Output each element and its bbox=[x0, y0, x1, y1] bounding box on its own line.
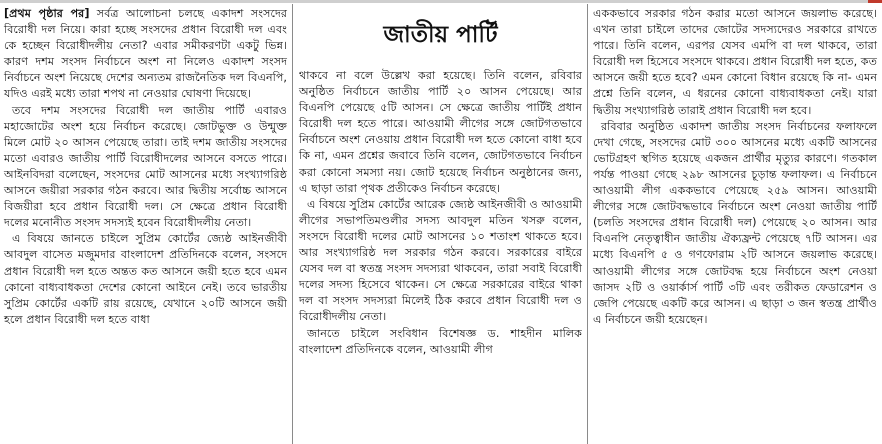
paragraph: এ বিষয়ে জানতে চাইলে সুপ্রিম কোর্টের জ্যেষ্ঠ আইনজীবী আবদুল বাসেত মজুমদার বাংলাদেশ প্রতিদিনকে বলেন, সংসদে প্রধান বিরোধী দল হতে অন্তত কত আসনে জয়ী হতে হবে এমন কোনো বাধ্যবাধকতা দেশের কোনো আইনে নেই। তবে ভারতীয় সুপ্রিম কোর্টের একটি রায় রয়েছে, যেখানে ২০টি আসনে জয়ী হলে প্রধান বিরোধী দল হতে বাধা bbox=[4, 232, 287, 326]
paragraph: তবে দশম সংসদের বিরোধী দল জাতীয় পার্টি এবারও মহাজোটের অংশ হয়ে নির্বাচন করেছে। জোটভুক্ত ও উন্মুক্ত মিলে মোট ২০ আসন পেয়েছে তারা। তাই দশম জাতীয় সংসদের মতো এবারও জাতীয় পার্টি বিরোধীদলের আসনে বসতে পারে। আইনবিদরা বলেছেন, সংসদের মোট আসনের মধ্যে সংখ্যাগরিষ্ঠ আসনে জয়ীরা সরকার গঠন করবে। আর দ্বিতীয় সর্বোচ্চ আসনে বিজয়ীরা হবে প্রধান বিরোধী দল। সে ক্ষেত্রে প্রধান বিরোধী দলের মনোনীত সংসদ সদস্যই হবেন বিরোধীদলীয় নেতা। bbox=[4, 103, 287, 230]
headline: জাতীয় পার্টি bbox=[383, 22, 498, 48]
page-top-rule bbox=[0, 0, 882, 3]
column-divider bbox=[292, 4, 293, 444]
column-divider bbox=[587, 4, 588, 444]
paragraph-text: সর্বত্র আলোচনা চলছে একাদশ সংসদের বিরোধী দল নিয়ে। কারা হচ্ছে সংসদের প্রধান বিরোধী দল এবং কে হচ্ছেন বিরোধীদলীয় নেতা? এবার সমীকরণটা একটু ভিন্ন। কারণ দশম সংসদ নির্বাচনে অংশ না নিলেও একাদশ সংসদ নির্বাচনে অংশ নিয়েছে দেশের অন্যতম রাজনৈতিক দল বিএনপি, যদিও এরই মধ্যে তারা শপথ না নেওয়ার ঘোষণা দিয়েছে। bbox=[4, 7, 287, 101]
article-column-3 bbox=[593, 6, 877, 328]
paragraph: থাকবে না বলে উল্লেখ করা হয়েছে। তিনি বলেন, রবিবার অনুষ্ঠিত নির্বাচনে জাতীয় পার্টি ২০ আসন পেয়েছে। আর বিএনপি পেয়েছে ৫টি আসন। সে ক্ষেত্রে জাতীয় পার্টিই প্রধান বিরোধী দল হতে পারে। আওয়ামী লীগের সঙ্গে জোটগতভাবে নির্বাচনে অংশ নেওয়ায় প্রধান বিরোধী দল হতে কোনো বাধা হবে কি না, এমন প্রশ্নের জবাবে তিনি বলেন, জোটগতভাবে নির্বাচন করা কোনো সমস্যা নয়। জোট হয়েছে নির্বাচন অনুষ্ঠানের জন্য, এ ছাড়া তারা পৃথক প্রতীকেও নির্বাচন করেছে। bbox=[299, 69, 582, 195]
paragraph: রবিবার অনুষ্ঠিত একাদশ জাতীয় সংসদ নির্বাচনের ফলাফলে দেখা গেছে, সংসদের মোট ৩০০ আসনের মধ্যে একটি আসনের ভোটগ্রহণ স্থগিত হয়েছে একজন প্রার্থীর মৃত্যুর কারণে। গতকাল পর্যন্ত পাওয়া গেছে ২৯৮ আসনের চূড়ান্ত ফলাফল। এ নির্বাচনে আওয়ামী লীগ এককভাবে পেয়েছে ২৫৯ আসন। আওয়ামী লীগের সঙ্গে জোটবদ্ধভাবে নির্বাচনে অংশ নেওয়া জাতীয় পার্টি (চলতি সংসদের প্রধান বিরোধী দল) পেয়েছে ২০ আসন। আর বিএনপি নেতৃত্বাধীন জাতীয় ঐক্যফ্রন্ট পেয়েছে ৭টি আসন। এর মধ্যে বিএনপি ৫ ও গণফোরাম ২টি আসনে জয়লাভ করেছে। আওয়ামী লীগের সঙ্গে জোটবদ্ধ হয়ে নির্বাচনে অংশ নেওয়া জাসদ ২টি ও ওয়ার্কার্স পার্টি ৩টি এবং তরীকত ফেডারেশন ও জেপি পেয়েছে একটি করে আসন। এ ছাড়া ৩ জন স্বতন্ত্র প্রার্থীও এ নির্বাচনে জয়ী হয়েছেন। bbox=[593, 119, 877, 326]
article-column-1 bbox=[4, 6, 287, 328]
paragraph: এ বিষয়ে সুপ্রিম কোর্টের আরেক জ্যেষ্ঠ আইনজীবী ও আওয়ামী লীগের সভাপতিমণ্ডলীর সদস্য আবদুল মতিন খসরু বলেন, সংসদে বিরোধী দলের মোট আসনের ১০ শতাংশ থাকতে হবে। আর সংখ্যাগরিষ্ঠ দল সরকার গঠন করবে। সরকারের বাইরে যেসব দল বা স্বতন্ত্র সংসদ সদস্যরা থাকবেন, তারা সবাই বিরোধী দলের সদস্য হিসেবে থাকেন। সে ক্ষেত্রে সরকারের বাইরে থাকা দল বা সংসদ সদস্যরা মিলেই ঠিক করবে প্রধান বিরোধী দল ও বিরোধীদলীয় নেতা। bbox=[299, 197, 582, 324]
dateline: [প্রথম পৃষ্ঠার পর] bbox=[4, 7, 90, 20]
corner-accent bbox=[868, 0, 882, 3]
column-body bbox=[299, 68, 582, 358]
paragraph bbox=[4, 6, 287, 103]
paragraph: এককভাবে সরকার গঠন করার মতো আসনে জয়লাভ করেছে। এখন তারা চাইলে তাদের জোটের সদস্যদেরও সরকারে রাখতে পারে। তিনি বলেন, এরপর যেসব এমপি বা দল থাকবে, তারা বিরোধী দল হিসেবে সংসদে থাকবে। প্রধান বিরোধী দল হতে, কত আসনে জয়ী হতে হবে? এমন কোনো বিধান রয়েছে কি না- এমন প্রশ্নে তিনি বলেন, এ ধরনের কোনো বাধ্যবাধকতা নেই। যারা দ্বিতীয় সংখ্যাগরিষ্ঠ তারাই প্রধান বিরোধী দল হবে। bbox=[593, 7, 877, 117]
paragraph: জানতে চাইলে সংবিধান বিশেষজ্ঞ ড. শাহদীন মালিক বাংলাদেশ প্রতিদিনকে বলেন, আওয়ামী লীগ bbox=[299, 326, 582, 356]
